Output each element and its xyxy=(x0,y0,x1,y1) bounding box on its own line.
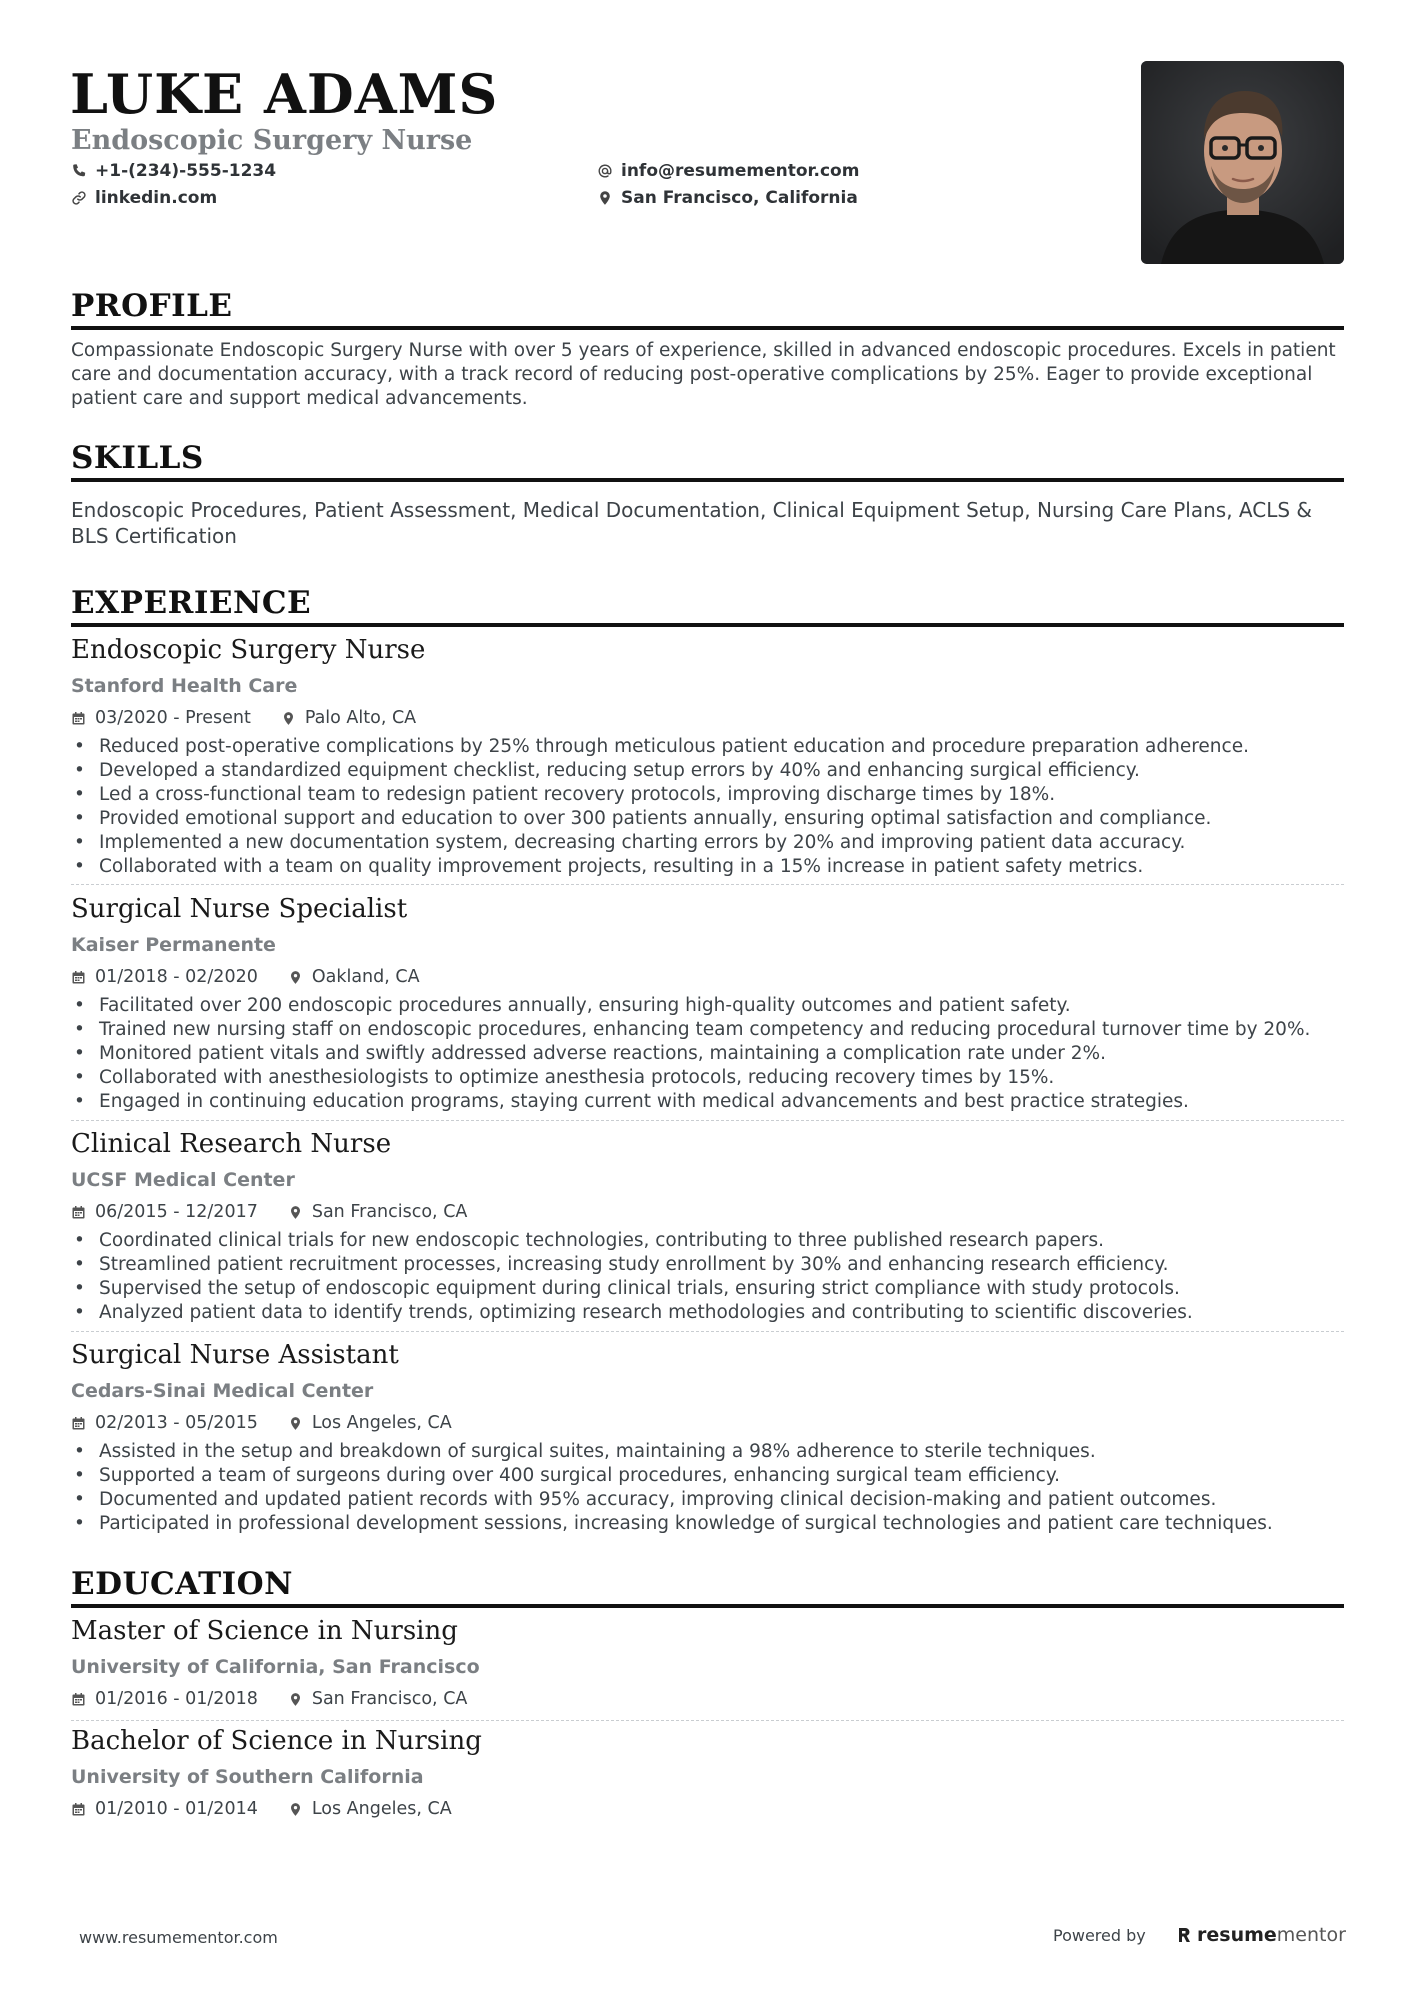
email-text[interactable]: info@resumementor.com xyxy=(621,161,860,181)
list-item: • Collaborated with anesthesiologists to optimize anesthesia protocols, reducing recovery times by 15%. xyxy=(71,1066,1344,1090)
job-title: Endoscopic Surgery Nurse xyxy=(71,635,426,665)
list-item: • Collaborated with a team on quality improvement projects, resulting in a 15% increase in patient safety metrics. xyxy=(71,855,1344,879)
job-location: Oakland, CA xyxy=(311,967,420,987)
brand-name-bold: resume xyxy=(1197,1924,1277,1946)
contact-phone xyxy=(71,160,276,182)
profile-summary: Compassionate Endoscopic Surgery Nurse with over 5 years of experience, skilled in advanced endoscopic procedures. Excels in patient care and documentation accuracy, with a track record of reducing post-operative complications by 25%. Eager to provide exceptional patient care and support medical advancements. xyxy=(71,340,1336,409)
brand-name-light: mentor xyxy=(1276,1924,1346,1946)
map-pin-icon xyxy=(288,1802,303,1817)
job-bullets xyxy=(71,994,1344,1114)
list-item: • Documented and updated patient records with 95% accuracy, improving clinical decision-making and patient outcomes. xyxy=(71,1488,1344,1512)
list-item: • Implemented a new documentation system, decreasing charting errors by 20% and improving patient data accuracy. xyxy=(71,831,1344,855)
job-location: Los Angeles, CA xyxy=(311,1413,452,1433)
footer-powered-by: Powered by xyxy=(1053,1926,1146,1945)
section-title-experience: EXPERIENCE xyxy=(71,585,312,621)
entry-divider xyxy=(71,1120,1344,1121)
list-item: • Analyzed patient data to identify trends, optimizing research methodologies and contributing to scientific discoveries. xyxy=(71,1301,1344,1325)
section-title-education: EDUCATION xyxy=(71,1566,293,1602)
list-item: • Facilitated over 200 endoscopic procedures annually, ensuring high-quality outcomes and patient safety. xyxy=(71,994,1344,1018)
job-bullets xyxy=(71,1440,1344,1536)
job-meta xyxy=(71,1412,452,1434)
map-pin-icon xyxy=(281,711,296,726)
list-item: • Supervised the setup of endoscopic equipment during clinical trials, ensuring strict compliance with study protocols. xyxy=(71,1277,1344,1301)
link-icon xyxy=(71,190,87,206)
profile-photo xyxy=(1141,61,1344,264)
section-divider xyxy=(71,623,1344,627)
school-name: University of California, San Francisco xyxy=(71,1656,480,1678)
education-meta xyxy=(71,1798,452,1820)
calendar-icon xyxy=(71,1692,86,1707)
map-pin-icon xyxy=(288,1692,303,1707)
job-meta xyxy=(71,966,420,988)
job-title: Surgical Nurse Specialist xyxy=(71,894,408,924)
education-location: San Francisco, CA xyxy=(311,1689,468,1709)
list-item: • Coordinated clinical trials for new endoscopic technologies, contributing to three published research papers. xyxy=(71,1229,1344,1253)
list-item: • Supported a team of surgeons during over 400 surgical procedures, enhancing surgical team efficiency. xyxy=(71,1464,1344,1488)
calendar-icon xyxy=(71,711,86,726)
education-dates: 01/2016 - 01/2018 xyxy=(95,1689,258,1709)
job-location: Palo Alto, CA xyxy=(304,708,417,728)
section-title-profile: PROFILE xyxy=(71,288,233,324)
candidate-role: Endoscopic Surgery Nurse xyxy=(71,125,473,156)
brand-logo-icon xyxy=(1177,1926,1192,1944)
job-dates: 03/2020 - Present xyxy=(95,708,251,728)
list-item: • Streamlined patient recruitment processes, increasing study enrollment by 30% and enhancing research efficiency. xyxy=(71,1253,1344,1277)
list-item: • Reduced post-operative complications by 25% through meticulous patient education and procedure preparation adherence. xyxy=(71,735,1344,759)
degree-title: Bachelor of Science in Nursing xyxy=(71,1726,482,1756)
section-divider xyxy=(71,1604,1344,1608)
job-company: Stanford Health Care xyxy=(71,675,298,697)
job-company: UCSF Medical Center xyxy=(71,1169,295,1191)
job-bullets xyxy=(71,735,1344,879)
list-item: • Monitored patient vitals and swiftly addressed adverse reactions, maintaining a complication rate under 2%. xyxy=(71,1042,1344,1066)
map-pin-icon xyxy=(597,190,613,206)
contact-location xyxy=(597,187,858,209)
list-item: • Led a cross-functional team to redesign patient recovery protocols, improving discharge times by 18%. xyxy=(71,783,1344,807)
footer-brand-logo[interactable] xyxy=(1177,1923,1346,1947)
job-bullets xyxy=(71,1229,1344,1325)
job-dates: 02/2013 - 05/2015 xyxy=(95,1413,258,1433)
entry-divider xyxy=(71,1720,1344,1721)
calendar-icon xyxy=(71,1416,86,1431)
section-title-skills: SKILLS xyxy=(71,440,204,476)
skills-list: Endoscopic Procedures, Patient Assessment, Medical Documentation, Clinical Equipment Setup, Nursing Care Plans, ACLS & BLS Certification xyxy=(71,498,1313,548)
list-item: • Assisted in the setup and breakdown of surgical suites, maintaining a 98% adherence to sterile techniques. xyxy=(71,1440,1344,1464)
job-title: Surgical Nurse Assistant xyxy=(71,1340,399,1370)
map-pin-icon xyxy=(288,970,303,985)
map-pin-icon xyxy=(288,1416,303,1431)
education-location: Los Angeles, CA xyxy=(311,1799,452,1819)
calendar-icon xyxy=(71,1802,86,1817)
education-dates: 01/2010 - 01/2014 xyxy=(95,1799,258,1819)
map-pin-icon xyxy=(288,1205,303,1220)
profile-photo-image xyxy=(1141,61,1344,264)
section-divider xyxy=(71,478,1344,482)
section-divider xyxy=(71,326,1344,330)
at-icon xyxy=(597,163,613,179)
degree-title: Master of Science in Nursing xyxy=(71,1616,458,1646)
linkedin-text[interactable]: linkedin.com xyxy=(95,188,218,208)
footer-website[interactable]: www.resumementor.com xyxy=(79,1928,278,1947)
contact-email xyxy=(597,160,859,182)
location-text: San Francisco, California xyxy=(621,188,858,208)
job-title: Clinical Research Nurse xyxy=(71,1129,392,1159)
job-company: Kaiser Permanente xyxy=(71,934,276,956)
list-item: • Provided emotional support and education to over 300 patients annually, ensuring optimal satisfaction and compliance. xyxy=(71,807,1344,831)
job-company: Cedars-Sinai Medical Center xyxy=(71,1380,374,1402)
list-item: • Participated in professional development sessions, increasing knowledge of surgical technologies and patient care techniques. xyxy=(71,1512,1344,1536)
entry-divider xyxy=(71,1331,1344,1332)
calendar-icon xyxy=(71,970,86,985)
list-item: • Trained new nursing staff on endoscopic procedures, enhancing team competency and reducing procedural turnover time by 20%. xyxy=(71,1018,1344,1042)
school-name: University of Southern California xyxy=(71,1766,424,1788)
list-item: • Engaged in continuing education programs, staying current with medical advancements and best practice strategies. xyxy=(71,1090,1344,1114)
candidate-name: LUKE ADAMS xyxy=(70,62,499,126)
calendar-icon xyxy=(71,1205,86,1220)
job-dates: 06/2015 - 12/2017 xyxy=(95,1202,258,1222)
phone-text[interactable]: +1-(234)-555-1234 xyxy=(95,161,277,181)
education-meta xyxy=(71,1688,467,1710)
job-meta xyxy=(71,707,416,729)
entry-divider xyxy=(71,884,1344,885)
contact-linkedin xyxy=(71,187,217,209)
job-location: San Francisco, CA xyxy=(311,1202,468,1222)
job-dates: 01/2018 - 02/2020 xyxy=(95,967,258,987)
phone-icon xyxy=(71,163,87,179)
list-item: • Developed a standardized equipment checklist, reducing setup errors by 40% and enhancing surgical efficiency. xyxy=(71,759,1344,783)
job-meta xyxy=(71,1201,467,1223)
